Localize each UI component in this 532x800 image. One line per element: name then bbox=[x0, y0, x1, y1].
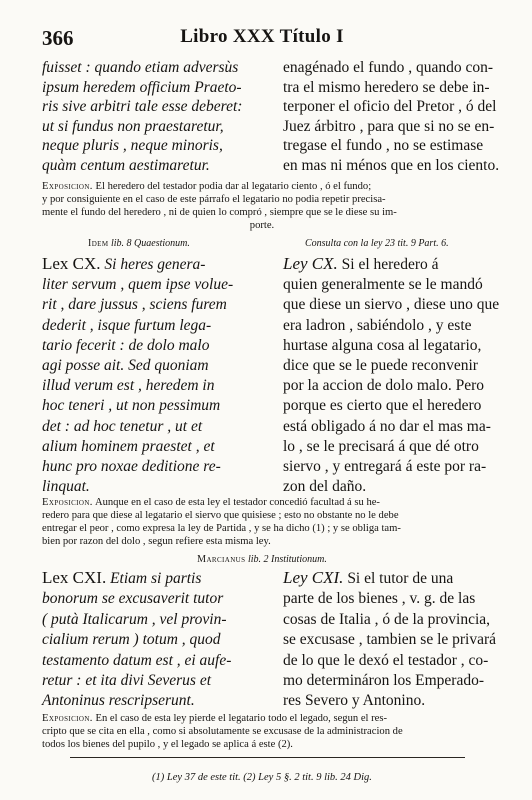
exposicion-label: Exposicion. bbox=[42, 713, 93, 724]
latin-line: Si heres genera- bbox=[100, 256, 206, 273]
spanish-line: Si el tutor de una bbox=[343, 570, 454, 587]
exposicion-1 bbox=[42, 180, 482, 232]
exposicion-3 bbox=[42, 712, 482, 751]
latin-line: ( putà Italicarum , vel provin- bbox=[42, 610, 227, 628]
exposicion-2 bbox=[42, 496, 482, 548]
latin-line: tario fecerit : de dolo malo bbox=[42, 336, 210, 354]
latin-line: ipsum heredem officium Praeto- bbox=[42, 78, 242, 96]
spanish-line: Juez árbitro , para que si no se en- bbox=[283, 117, 495, 135]
latin-line: hoc teneri , ut non pessimum bbox=[42, 397, 221, 415]
exposicion-text: porte. bbox=[249, 220, 275, 231]
latin-source-reference bbox=[88, 238, 190, 249]
exposicion-text: En el caso de esta ley pierde el legatario todo el legado, segun el res- bbox=[95, 713, 388, 724]
spanish-line: era ladron , sabiéndolo , y este bbox=[283, 316, 472, 334]
spanish-line: parte de los bienes , v. g. de las bbox=[283, 590, 476, 608]
latin-source-reference bbox=[42, 554, 482, 565]
source-author: Idem bbox=[88, 238, 109, 249]
ley-number: Ley CX. bbox=[283, 254, 338, 273]
spanish-line: cosas de Italia , ó de la provincia, bbox=[283, 610, 491, 628]
spanish-line: hurtase alguna cosa al legatario, bbox=[283, 336, 482, 354]
latin-line: quàm centum aestimaretur. bbox=[42, 156, 210, 174]
exposicion-text: cripto que se cita en ella , como si absolutamente se excusase de la administracion de bbox=[42, 726, 403, 737]
exposicion-text: mente el fundo del heredero , ni de quien lo compró , siempre que se le diese su im- bbox=[42, 207, 397, 218]
spanish-line: tra el mismo heredero se debe in- bbox=[283, 78, 490, 96]
latin-line: ris sive arbitri tale esse deberet: bbox=[42, 98, 243, 115]
spanish-line: se excusase , tambien se le privará bbox=[283, 631, 497, 649]
exposicion-text: Aunque en el caso de esta ley el testador concedió facultad á su he- bbox=[94, 497, 380, 508]
source-author: Marcianus bbox=[197, 554, 246, 565]
lex-number: Lex CXI. bbox=[42, 568, 107, 587]
latin-line: liter servum , quem ipse volue- bbox=[42, 276, 234, 294]
latin-line: linquat. bbox=[42, 478, 90, 496]
latin-line: dederit , isque furtum lega- bbox=[42, 316, 212, 334]
latin-line: hunc pro noxae deditione re- bbox=[42, 458, 221, 476]
latin-line: ut si fundus non praestaretur, bbox=[42, 117, 224, 135]
spanish-line: res Severo y Antonino. bbox=[283, 692, 426, 710]
spanish-line: lo , se le precisará á que dé otro bbox=[283, 437, 479, 455]
spanish-line: tregase el fundo , no se estimase bbox=[283, 137, 484, 154]
page-header bbox=[42, 26, 482, 52]
latin-line: testamento datum est , ei aufe- bbox=[42, 651, 232, 669]
latin-line: det : ad hoc tenetur , ut et bbox=[42, 417, 203, 435]
ley-number: Ley CXI. bbox=[283, 568, 344, 587]
latin-text-block-2 bbox=[42, 254, 269, 497]
footnote-rule bbox=[70, 757, 465, 758]
concordance-reference: Consulta con la ley 23 tit. 9 Part. 6. bbox=[305, 238, 449, 249]
exposicion-text: y por consiguiente en el caso de este párrafo el legatario no podia repetir precisa- bbox=[42, 194, 386, 205]
latin-line: rit , dare jussus , sciens furem bbox=[42, 296, 227, 314]
latin-line: bonorum se excusaverit tutor bbox=[42, 590, 224, 608]
spanish-line: por la accion de dolo malo. Pero bbox=[283, 377, 485, 395]
exposicion-label: Exposicion. bbox=[42, 497, 93, 508]
latin-line: Etiam si partis bbox=[106, 570, 202, 587]
latin-line: illud verum est , heredem in bbox=[42, 377, 215, 395]
exposicion-text: entregar el peor , como expresa la ley de Partida , y se ha dicho (1) ; y se obliga tam- bbox=[42, 523, 401, 534]
spanish-concordance-reference bbox=[305, 238, 449, 249]
footnotes: (1) Ley 37 de este tit. (2) Ley 5 §. 2 tit. 9 lib. 24 Dig. bbox=[152, 772, 372, 783]
exposicion-label: Exposicion. bbox=[42, 181, 93, 192]
latin-line: retur : et ita divi Severus et bbox=[42, 672, 212, 690]
source-reference: lib. 8 Quaestionum. bbox=[111, 238, 190, 249]
spanish-line: terponer el oficio del Pretor , ó del bbox=[283, 98, 497, 115]
source-reference: lib. 2 Institutionum. bbox=[247, 554, 327, 565]
spanish-line: porque es cierto que el heredero bbox=[283, 397, 482, 415]
spanish-line: quien generalmente se le mandó bbox=[283, 276, 483, 294]
latin-line: fuisset : quando etiam adversùs bbox=[42, 59, 239, 76]
exposicion-text: todos los bienes del pupilo , y el legado se aplica á este (2). bbox=[42, 739, 293, 750]
spanish-text-block-1 bbox=[283, 58, 500, 175]
exposicion-text: bien por razon del dolo , segun refiere esta misma ley. bbox=[42, 536, 271, 547]
running-head: Libro XXX Título I bbox=[180, 26, 344, 47]
latin-line: neque pluris , neque minoris, bbox=[42, 137, 223, 154]
latin-text-block-1 bbox=[42, 58, 269, 175]
latin-line: Antoninus rescripserunt. bbox=[42, 692, 195, 710]
exposicion-text: redero para que diese al legatario el siervo que quisiese ; esto no obstante no le debe bbox=[42, 510, 399, 521]
latin-line: agi posse ait. Sed quoniam bbox=[42, 357, 209, 375]
spanish-text-block-2 bbox=[283, 254, 500, 497]
spanish-text-block-3 bbox=[283, 568, 497, 712]
spanish-line: dice que se le puede reconvenir bbox=[283, 357, 478, 375]
spanish-line: en mas ni ménos que en los ciento. bbox=[283, 156, 500, 174]
exposicion-text: El heredero del testador podia dar al legatario ciento , ó el fundo; bbox=[95, 181, 372, 192]
latin-line: cialium rerum ) totum , quod bbox=[42, 631, 221, 649]
spanish-line: Si el heredero á bbox=[337, 256, 439, 273]
latin-text-block-3 bbox=[42, 568, 269, 712]
spanish-line: siervo , y entregará á este por ra- bbox=[283, 458, 487, 476]
spanish-line: está obligado á no dar el mas ma- bbox=[283, 417, 491, 435]
spanish-line: de lo que le dexó el testador , co- bbox=[283, 651, 489, 669]
lex-number: Lex CX. bbox=[42, 254, 101, 273]
spanish-line: mo determináron los Emperado- bbox=[283, 672, 485, 690]
page-number: 366 bbox=[42, 26, 74, 50]
spanish-line: que diese un siervo , diese uno que bbox=[283, 296, 500, 314]
latin-line: alium hominem praestet , et bbox=[42, 437, 215, 455]
spanish-line: zon del daño. bbox=[283, 478, 367, 496]
spanish-line: enagénado el fundo , quando con- bbox=[283, 59, 494, 76]
